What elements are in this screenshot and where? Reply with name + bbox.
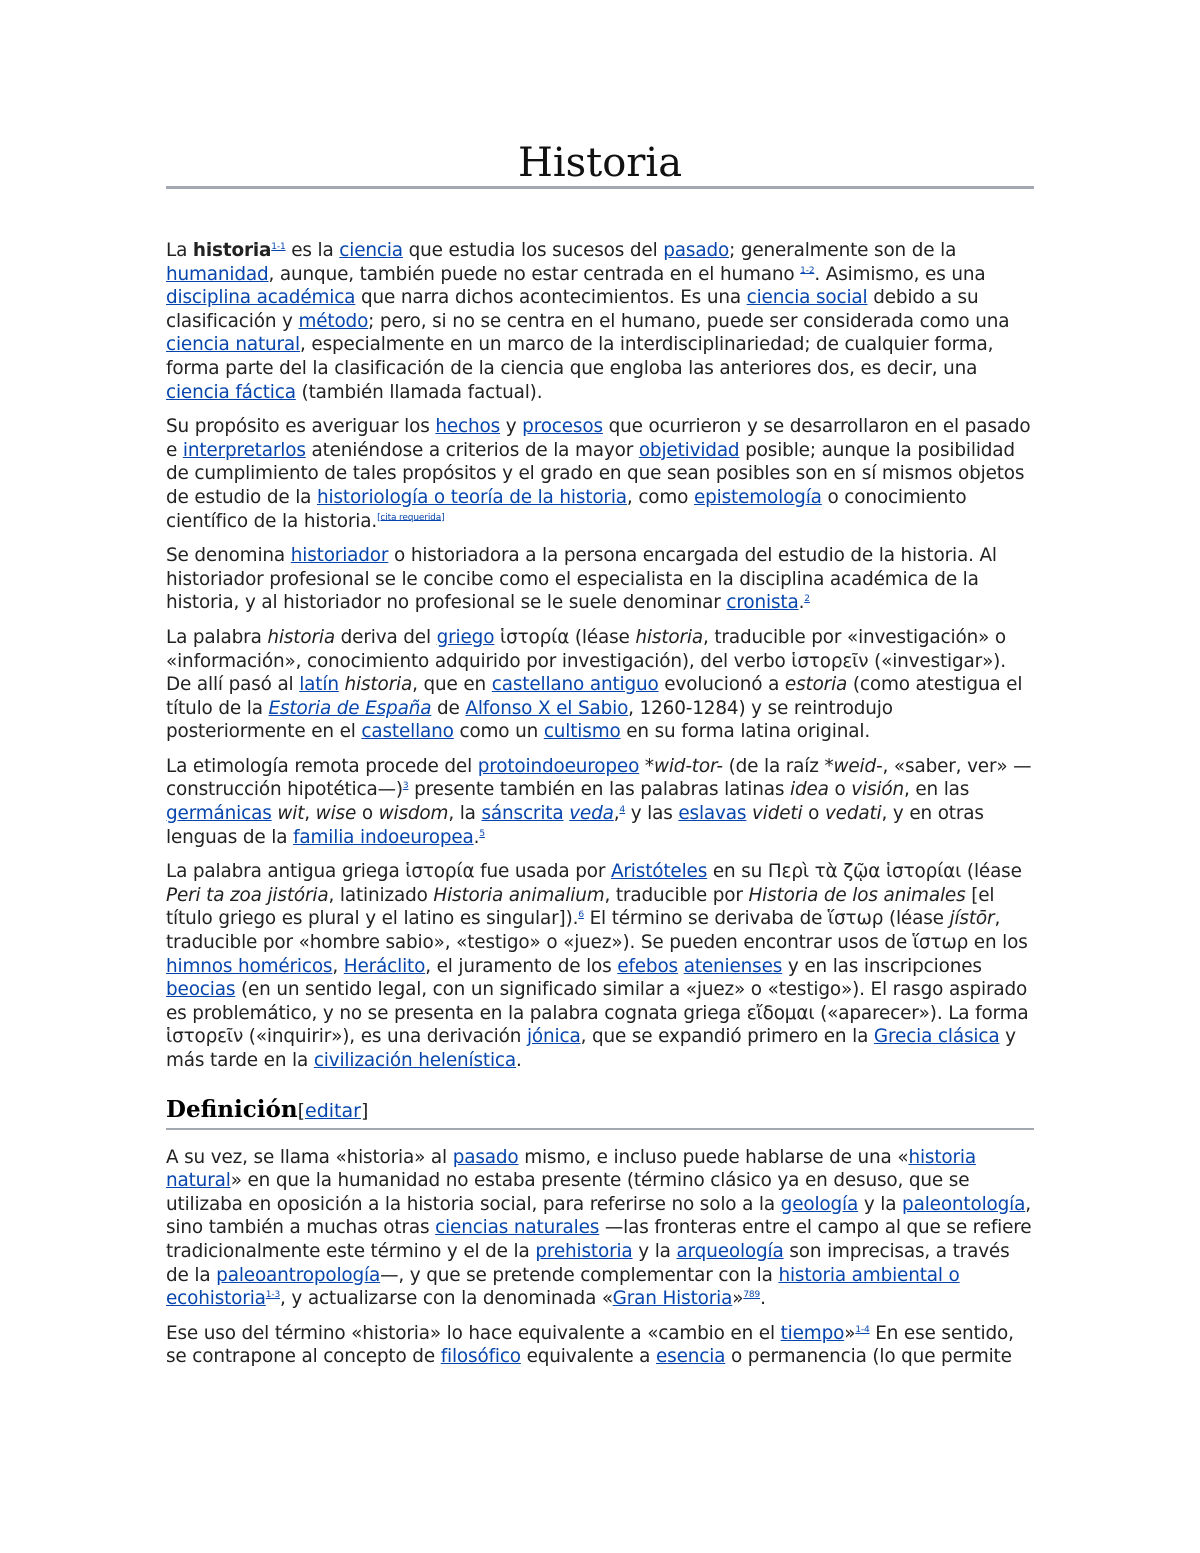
link-paleoantropologia[interactable]: paleoantropología [216,1264,381,1286]
reference-1-3[interactable]: 1-3 [265,1290,281,1301]
link-ciencias-naturales[interactable]: ciencias naturales [435,1217,600,1239]
link-arqueologia[interactable]: arqueología [676,1240,784,1262]
link-heraclito[interactable]: Heráclito [343,955,426,977]
link-pasado[interactable]: pasado [663,240,730,261]
link-eslavas[interactable]: eslavas [678,803,747,825]
reference-4[interactable]: 4 [619,804,626,815]
link-aristoteles[interactable]: Aristóteles [610,861,708,883]
link-grecia-clasica[interactable]: Grecia clásica [873,1026,1000,1048]
link-latin[interactable]: latín [299,674,339,696]
link-pasado-2[interactable]: pasado [452,1146,519,1168]
link-beocias[interactable]: beocias [166,979,236,1001]
link-castellano-antiguo[interactable]: castellano antiguo [491,674,659,696]
document-page [166,140,1034,1380]
link-griego[interactable]: griego [436,626,495,648]
edit-section-bracket: [editar] [297,1099,369,1122]
link-castellano[interactable]: castellano [361,721,454,743]
reference-1-1[interactable]: 1-1 [271,241,286,252]
link-ciencia[interactable]: ciencia [339,240,403,261]
link-ciencia-natural[interactable]: ciencia natural [166,334,301,356]
link-humanidad[interactable]: humanidad [166,263,269,285]
link-hechos[interactable]: hechos [435,416,501,438]
reference-2[interactable]: 2 [804,594,810,605]
link-esencia[interactable]: esencia [656,1346,726,1368]
link-historiologia[interactable]: historiología o teoría de la historia [317,486,627,508]
title-divider [166,186,1034,189]
link-familia-indoeuropea[interactable]: familia indoeuropea [293,826,474,848]
link-geologia[interactable]: geología [780,1193,859,1215]
paragraph-2: Su propósito es averiguar los hechos y procesos que ocurrieron y se desarrollaron en el pasado e interpretarlos ateniéndose a criterios de la mayor objetividad posible; aunque la posibilidad de cumplimiento de tales propósitos y el grado en que sean posibles son en sí mismos objetos de estudio de la historiología o teoría de la historia, como epistemología o conocimiento científico de la historia.[cita requerida] [166,416,1031,532]
link-gran-historia[interactable]: Gran Historia [612,1288,733,1310]
link-ciencia-factica[interactable]: ciencia fáctica [166,381,296,403]
paragraph-7: A su vez, se llama «historia» al pasado mismo, e incluso puede hablarse de una «historia natural» en que la humanidad no estaba presente (término clásico ya en desuso, que se utilizaba en oposición a la historia social, para referirse no solo a la geología y la paleontología, sino también a muchas otras ciencias naturales —las fronteras entre el campo al que se refiere tradicionalmente este término y el de la prehistoria y la arqueología son imprecisas, a través de la paleoantropología—, y que se pretende complementar con la historia ambiental o ecohistoria$^{1-3}$, y actualizarse con la denominada «Gran Historia»$^{789}$. [166,1146,1032,1310]
link-objetividad[interactable]: objetividad [638,439,740,461]
link-estoria-de-espana[interactable]: Estoria de España [268,697,432,719]
link-efebos[interactable]: efebos [617,955,678,977]
link-jonica[interactable]: jónica [526,1026,581,1048]
link-germanicas[interactable]: germánicas [166,803,272,825]
link-cronista[interactable]: cronista [726,592,799,614]
paragraph-6: La palabra antigua griega ἱστορία fue usada por Aristóteles en su Περὶ τὰ ζῷα ἱστορίαι (léase Peri ta zoa jistória, latinizado Historia animalium, traducible por Historia de los animales [el título griego es plural y el latino es singular]).$^6$ El término se derivaba de ἵστωρ (léase jístōr, traducible por «hombre sabio», «testigo» o «juez»). Se pueden encontrar usos de ἵστωρ en los himnos homéricos, Heráclito, el juramento de los efebos atenienses y en las inscripciones beocias (en un sentido legal, con un significado similar a «juez» o «testigo»). El rasgo aspirado es problemático, y no se presenta en la palabra cognata griega εἴδομαι («aparecer»). La forma ἱστορεῖν («inquirir»), es una derivación jónica, que se expandió primero en la Grecia clásica y más tarde en la civilización helenística. [166,861,1029,1071]
link-protoindoeuropeo[interactable]: protoindoeuropeo [477,755,640,777]
link-procesos[interactable]: procesos [522,416,603,438]
reference-789[interactable]: 789 [743,1290,761,1301]
link-atenienses[interactable]: atenienses [683,955,783,977]
page-title: Historia [517,140,683,186]
link-interpretarlos[interactable]: interpretarlos [182,439,306,461]
link-tiempo[interactable]: tiempo [780,1322,845,1344]
link-prehistoria[interactable]: prehistoria [535,1240,633,1262]
link-historia-ambiental[interactable]: historia ambiental o ecohistoria [166,1264,960,1310]
reference-6[interactable]: 6 [578,910,584,921]
bold-term-historia: historia [192,240,272,261]
link-himnos-homericos[interactable]: himnos homéricos [166,955,333,977]
reference-1-2[interactable]: 1-2 [800,265,815,276]
link-paleontologia[interactable]: paleontología [902,1193,1026,1215]
link-veda[interactable]: veda [569,803,614,825]
edit-section-link[interactable]: editar [305,1099,361,1122]
link-disciplina-academica[interactable]: disciplina académica [166,287,356,309]
link-cultismo[interactable]: cultismo [543,721,621,743]
citation-needed[interactable]: [cita requerida] [377,512,445,523]
link-alfonso-x[interactable]: Alfonso X el Sabio [465,697,629,719]
paragraph-8: Ese uso del término «historia» lo hace equivalente a «cambio en el tiempo»$^{1-4}$ En ese sentido, se contrapone al concepto de filosófico equivalente a esencia o permanencia (lo que permite [166,1322,1014,1368]
link-ciencia-social[interactable]: ciencia social [746,287,868,309]
paragraph-1: La historia$^{1-1}$ es la ciencia que estudia los sucesos del pasado; generalmente son de la humanidad, aunque, también puede no estar centrada en el humano $^{1-2}$. Asimismo, es una disciplina académica que narra dichos acontecimientos. Es una ciencia social debido a su clasificación y método; pero, si no se centra en el humano, puede ser considerada como una ciencia natural, especialmente en un marco de la interdisciplinariedad; de cualquier forma, forma parte del la clasificación de la ciencia que engloba las anteriores dos, es decir, una ciencia fáctica (también llamada factual). [166,240,1010,403]
paragraph-5: La etimología remota procede del protoindoeuropeo *wid-tor- (de la raíz *weid-, «saber, ver» —construcción hipotética—)$^3$ presente también en las palabras latinas idea o visión, en las germánicas wit, wise o wisdom, la sánscrita veda,$^4$ y las eslavas videti o vedati, y en otras lenguas de la familia indoeuropea.$^5$ [166,755,1032,848]
section-heading-definicion: Definición[editar] [166,1095,369,1123]
paragraph-3: Se denomina historiador o historiadora a la persona encargada del estudio de la historia. Al historiador profesional se le concibe como el especialista en la disciplina académica de la historia, y al historiador no profesional se le suele denominar cronista.$^2$ [166,545,997,614]
link-historiador[interactable]: historiador [290,545,389,567]
link-civilizacion-helenistica[interactable]: civilización helenística [313,1050,516,1071]
link-filosofico[interactable]: filosófico [440,1346,521,1368]
reference-5[interactable]: 5 [479,828,485,839]
link-historia-natural[interactable]: historia natural [166,1146,976,1192]
section-divider [166,1128,1034,1130]
reference-3[interactable]: 3 [402,781,409,792]
link-sanscrita[interactable]: sánscrita [481,803,564,825]
link-metodo[interactable]: método [298,310,369,332]
link-epistemologia[interactable]: epistemología [693,486,822,508]
reference-1-4[interactable]: 1-4 [855,1324,870,1335]
paragraph-4: La palabra historia deriva del griego ἱστορία (léase historia, traducible por «investigación» o «información», conocimiento adquirido por investigación), del verbo ἱστορεῖν («investigar»). De allí pasó al latín historia, que en castellano antiguo evolucionó a estoria (como atestigua el título de la Estoria de España de Alfonso X el Sabio, 1260-1284) y se reintrodujo posteriormente en el castellano como un cultismo en su forma latina original. [166,626,1023,743]
